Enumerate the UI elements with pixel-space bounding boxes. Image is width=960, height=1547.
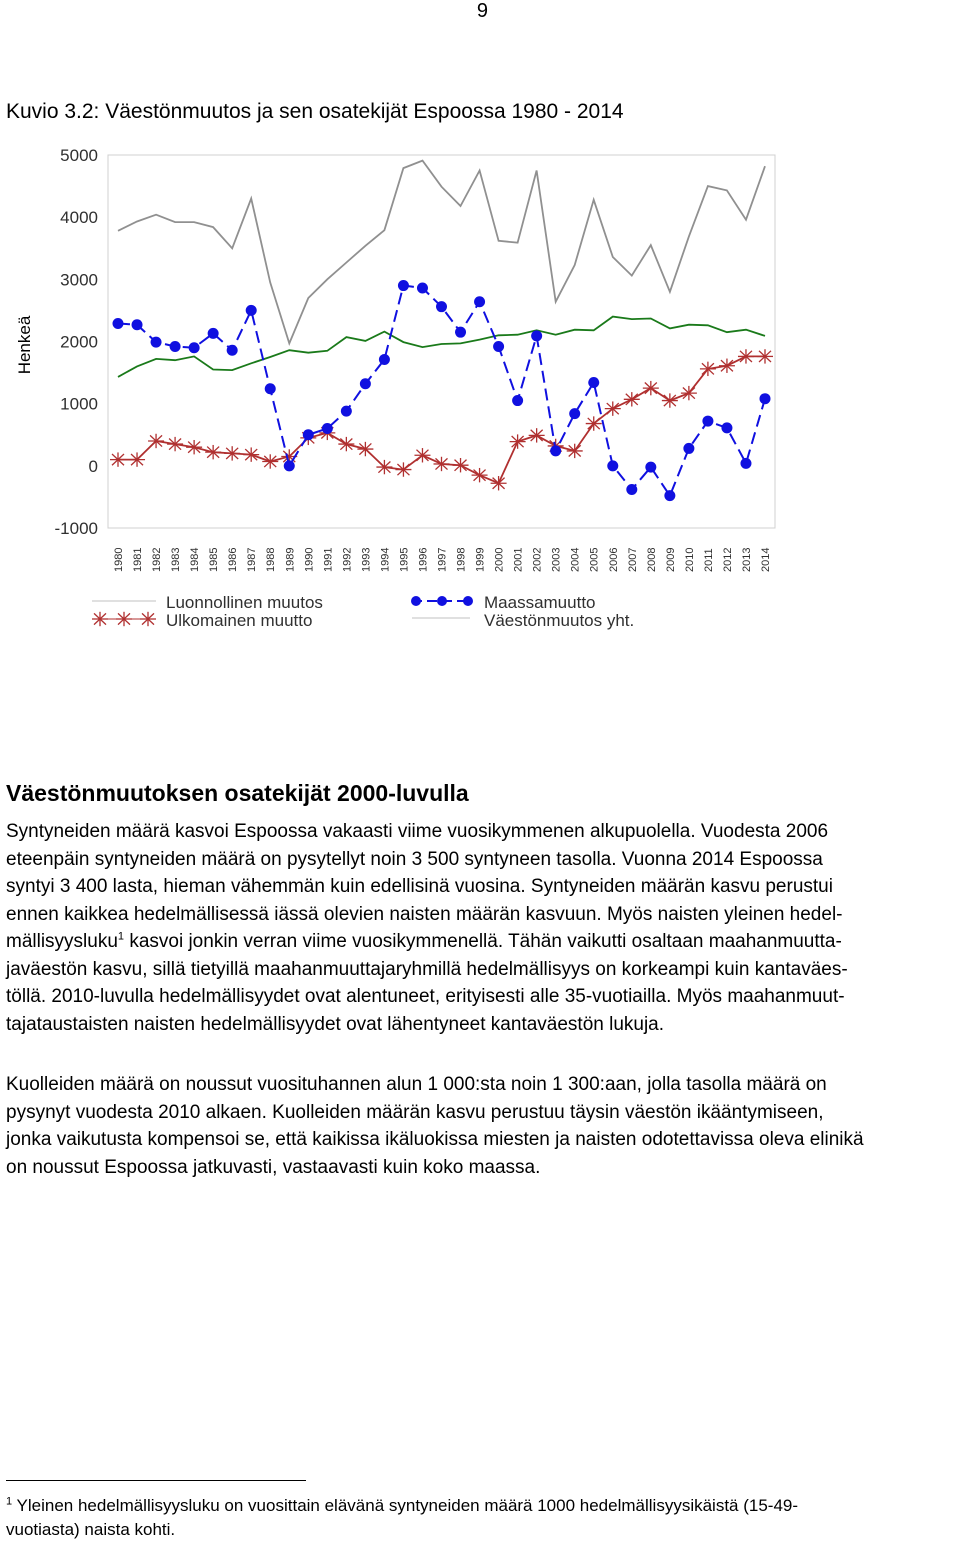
x-tick-label: 2005: [588, 547, 601, 572]
data-point: [700, 362, 716, 376]
series-line: [118, 161, 765, 344]
legend-natural-label: Luonnollinen muutos: [166, 593, 323, 612]
data-point: [474, 296, 485, 307]
x-tick-label: 1980: [113, 547, 125, 572]
x-tick-label: 1982: [151, 547, 164, 572]
data-point: [588, 377, 599, 388]
data-point: [453, 458, 469, 472]
data-point: [110, 452, 126, 466]
data-point: [243, 447, 259, 461]
data-point: [760, 393, 771, 404]
data-point: [262, 454, 278, 468]
x-tick-label: 2009: [664, 547, 677, 572]
x-tick-label: 2000: [493, 547, 506, 572]
data-point: [395, 462, 411, 476]
x-tick-label: 1987: [246, 547, 259, 572]
figure-title: Kuvio 3.2: Väestönmuutos ja sen osatekijät Espoossa 1980 - 2014: [6, 100, 624, 123]
data-point: [322, 423, 333, 434]
y-tick-label: 0: [88, 456, 98, 476]
data-point: [529, 428, 545, 442]
x-tick-label: 2013: [740, 547, 753, 572]
data-point: [493, 341, 504, 352]
x-tick-label: 1984: [189, 547, 202, 572]
paragraph-line: syntyi 3 400 lasta, hieman vähemmän kuin edellisinä vuosina. Syntyneiden määrän kasvu perustui: [6, 876, 833, 897]
legend-domestic-marker: [437, 596, 447, 606]
footnote-line: vuotiasta) naista kohti.: [6, 1520, 176, 1539]
data-point: [189, 342, 200, 353]
legend-domestic-marker: [463, 596, 473, 606]
paragraph-line: eteenpäin syntyneiden määrä on pysytellyt noin 3 500 syntyneen tasolla. Vuonna 2014 Espoossa: [6, 848, 823, 870]
x-tick-label: 1990: [303, 547, 316, 572]
footnote-reference: 1: [117, 930, 125, 943]
y-tick-label: 2000: [60, 332, 98, 352]
paragraph-text: kasvoi jonkin verran viime vuosikymmenellä. Tähän vaikutti osaltaan maahanmuutta-: [124, 931, 842, 952]
x-tick-label: 1998: [455, 547, 468, 572]
legend-foreign-markers: [92, 612, 156, 626]
data-point: [376, 460, 392, 474]
paragraph-line: ennen kaikkea hedelmällisessä iässä olevien naisten määrän kasvuun. Myös naisten yleinen hedel-: [6, 903, 843, 925]
page-number: 9: [476, 0, 488, 22]
data-point: [719, 359, 735, 373]
x-tick-label: 1983: [170, 547, 183, 572]
data-point: [607, 460, 618, 471]
data-point: [605, 401, 621, 415]
legend-foreign-label: Ulkomainen muutto: [166, 611, 313, 630]
legend-foreign-marker: [116, 612, 132, 626]
x-tick-label: 2004: [569, 547, 582, 572]
x-tick-label: 1991: [322, 547, 335, 572]
data-point: [208, 328, 219, 339]
data-point: [129, 452, 145, 466]
legend: [92, 593, 634, 630]
data-point: [624, 392, 640, 406]
x-tick-label: 1994: [379, 547, 392, 572]
paragraph-line: Kuolleiden määrä on noussut vuosituhannen alun 1 000:sta noin 1 300:aan, jolla tasolla määrä on: [6, 1074, 827, 1095]
data-point: [148, 434, 164, 448]
data-point: [414, 448, 430, 462]
data-point: [664, 490, 675, 501]
x-tick-label: 1996: [417, 547, 430, 572]
series-väestönmuutos-yht-: [118, 161, 765, 344]
x-tick-label: 2011: [702, 548, 715, 572]
footnote-number: 1: [6, 1495, 13, 1508]
x-tick-label: 2012: [721, 547, 734, 572]
x-tick-label: 2008: [645, 547, 658, 572]
data-point: [265, 383, 276, 394]
y-tick-label: 3000: [60, 270, 98, 290]
data-point: [662, 393, 678, 407]
data-point: [567, 444, 583, 458]
legend-foreign-marker: [140, 612, 156, 626]
x-tick-label: 2007: [626, 547, 639, 572]
paragraph-line: javäestön kasvu, sillä tietyillä maahanmuuttajaryhmillä hedelmällisyys on korkeampi kuin kantaväes-: [6, 958, 848, 980]
data-point: [113, 318, 124, 329]
data-point: [436, 301, 447, 312]
paragraph-text: mällisyysluku: [6, 931, 118, 952]
x-tick-label: 1981: [132, 547, 145, 572]
y-tick-label: 1000: [60, 394, 98, 414]
x-tick-label: 1986: [227, 547, 240, 572]
series-luonnollinen-muutos: [118, 317, 765, 377]
data-point: [472, 468, 488, 482]
data-point: [512, 395, 523, 406]
data-point: [569, 408, 580, 419]
footnote-divider: [6, 1480, 306, 1481]
legend-domestic-marker: [411, 596, 421, 606]
data-point: [170, 341, 181, 352]
data-point: [531, 330, 542, 341]
line-chart: [0, 140, 960, 640]
x-tick-label: 2002: [531, 547, 544, 572]
paragraph-mortality: [6, 1071, 956, 1181]
data-point: [398, 280, 409, 291]
y-axis-label: Henkeä: [15, 315, 34, 375]
data-point: [284, 460, 295, 471]
x-tick-label: 1985: [208, 547, 221, 572]
x-tick-label: 1997: [436, 547, 449, 572]
paragraph-line: töllä. 2010-luvulla hedelmällisyydet ovat alentuneet, erityisesti alle 35-vuotiailla. Myös maahanmuut-: [6, 986, 845, 1007]
data-point: [683, 443, 694, 454]
data-point: [227, 345, 238, 356]
data-point: [357, 442, 373, 456]
data-point: [151, 337, 162, 348]
data-point: [702, 416, 713, 427]
data-point: [757, 349, 773, 363]
data-point: [645, 462, 656, 473]
data-point: [167, 437, 183, 451]
y-tick-label: 4000: [60, 208, 98, 228]
x-tick-label: 1999: [474, 547, 487, 572]
x-tick-label: 2010: [683, 547, 696, 572]
x-tick-label: 1989: [284, 547, 297, 572]
series-ulkomainen-muutto: [110, 349, 773, 490]
paragraph-fertility: [6, 818, 956, 1038]
x-tick-label: 1993: [360, 547, 373, 572]
paragraph-line: on noussut Espoossa jatkuvasti, vastaavasti kuin koko maassa.: [6, 1156, 541, 1178]
x-tick-label: 2006: [607, 547, 620, 572]
legend-total-label: Väestönmuutos yht.: [484, 611, 635, 630]
data-point: [681, 386, 697, 400]
data-point: [455, 327, 466, 338]
data-point: [738, 349, 754, 363]
x-tick-label: 2003: [550, 547, 563, 572]
paragraph-line: Syntyneiden määrä kasvoi Espoossa vakaasti viime vuosikymmenen alkupuolella. Vuodesta 2006: [6, 821, 829, 842]
data-point: [224, 446, 240, 460]
data-point: [417, 283, 428, 294]
paragraph-line: [6, 928, 956, 956]
data-point: [586, 416, 602, 430]
data-point: [132, 319, 143, 330]
data-point: [303, 429, 314, 440]
data-point: [510, 434, 526, 448]
section-heading: Väestönmuutoksen osatekijät 2000-luvulla: [6, 780, 469, 806]
data-point: [434, 457, 450, 471]
footnote: [6, 1494, 946, 1542]
data-point: [550, 445, 561, 456]
paragraph-line: tajataustaisten naisten hedelmällisyydet ovat lähentyneet kantaväestön lukuja.: [6, 1013, 665, 1035]
x-tick-label: 2001: [512, 547, 525, 572]
data-point: [186, 440, 202, 454]
data-point: [721, 422, 732, 433]
x-tick-label: 1992: [341, 547, 354, 572]
legend-domestic-label: Maassamuutto: [484, 593, 596, 612]
footnote-line: [6, 1494, 946, 1518]
series-line: [118, 317, 765, 377]
plot-area: [108, 155, 775, 528]
y-tick-label: -1000: [54, 519, 98, 538]
data-point: [379, 354, 390, 365]
data-point: [626, 484, 637, 495]
data-point: [341, 406, 352, 417]
y-tick-label: 5000: [60, 146, 98, 165]
x-tick-label: 1988: [265, 547, 278, 572]
data-point: [338, 437, 354, 451]
data-point: [740, 458, 751, 469]
data-point: [643, 381, 659, 395]
legend-foreign-marker: [92, 612, 108, 626]
paragraph-line: pysynyt vuodesta 2010 alkaen. Kuolleiden määrän kasvu perustuu täysin väestön ikääntymiseen,: [6, 1101, 824, 1123]
data-point: [205, 445, 221, 459]
x-tick-label: 2014: [760, 547, 772, 572]
x-tick-label: 1995: [398, 547, 411, 572]
data-point: [491, 476, 507, 490]
paragraph-line: jonka vaikutusta kompensoi se, että kaikissa ikäluokissa miesten ja naisten odotettavissa oleva elinikä: [6, 1129, 864, 1150]
footnote-text: Yleinen hedelmällisyysluku on vuosittain elävänä syntyneiden määrä 1000 hedelmällisyysikäistä (15-49-: [12, 1496, 799, 1515]
data-point: [246, 305, 257, 316]
data-point: [360, 378, 371, 389]
